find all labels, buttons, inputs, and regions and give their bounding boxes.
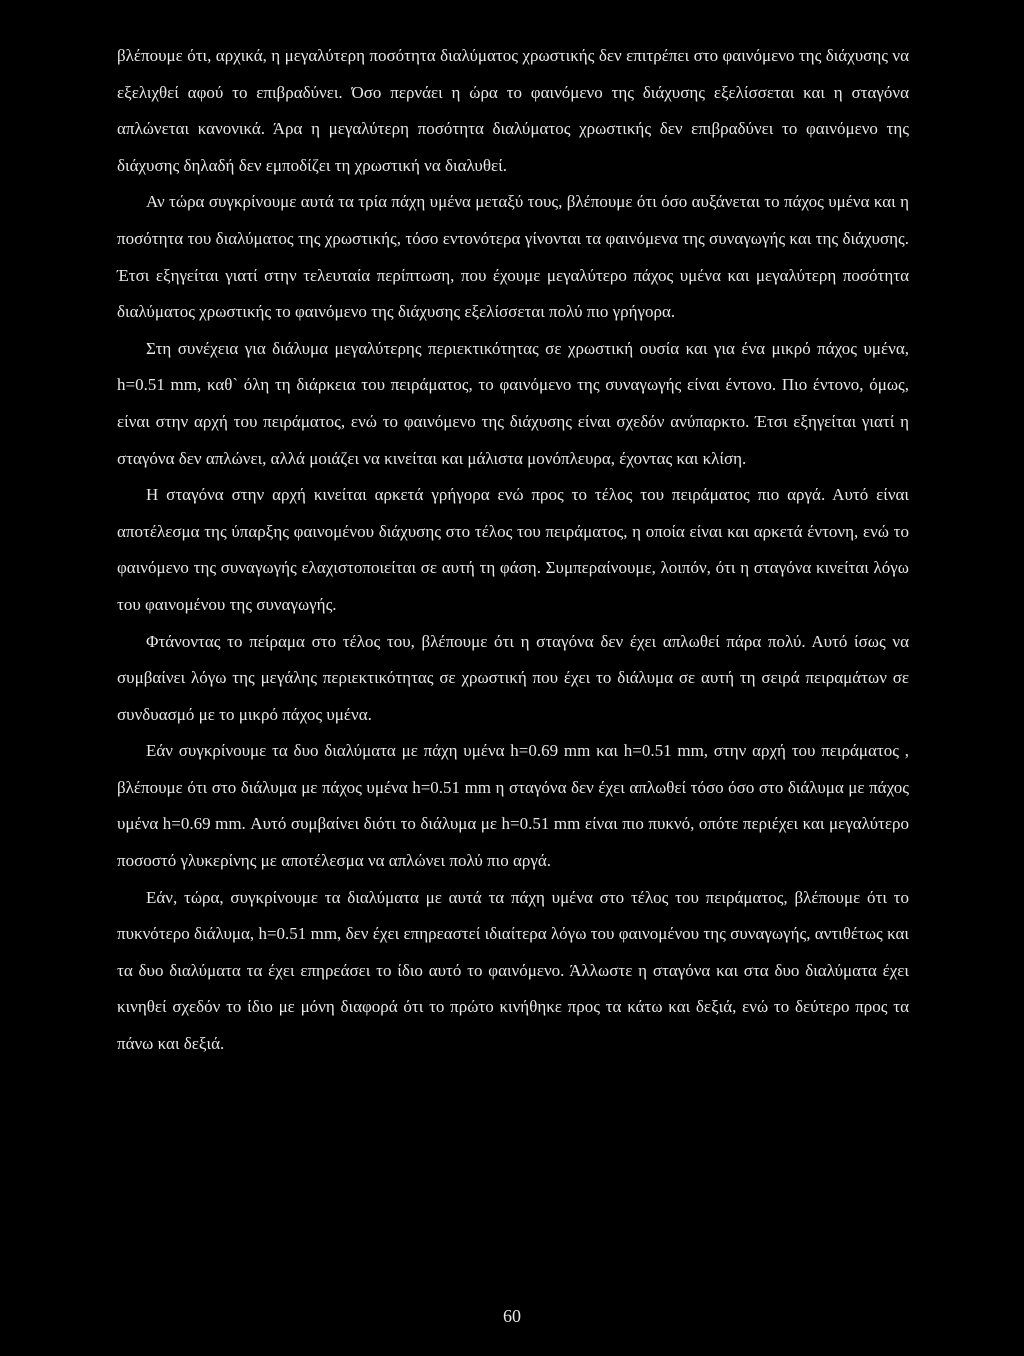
paragraph: Εάν, τώρα, συγκρίνουμε τα διαλύματα με αυτά τα πάχη υμένα στο τέλος του πειράματος, βλέπουμε ότι το πυκνότερο διάλυμα, h=0.51 mm, δεν έχει επηρεαστεί ιδιαίτερα λόγω του φαινομένου της συναγωγής, αντιθέτως και τα δυο διαλύματα τα έχει επηρεάσει το ίδιο αυτό το φαινόμενο. Άλλωστε η σταγόνα και στα δυο διαλύματα έχει κινηθεί σχεδόν το ίδιο με μόνη διαφορά ότι το πρώτο κινήθηκε προς τα κάτω και δεξιά, ενώ το δεύτερο προς τα πάνω και δεξιά. bbox=[117, 887, 909, 1054]
document-body bbox=[117, 38, 909, 1063]
paragraph-continuation: βλέπουμε ότι, αρχικά, η μεγαλύτερη ποσότητα διαλύματος χρωστικής δεν επιτρέπει στο φαινόμενο της διάχυσης να εξελιχθεί αφού το επιβραδύνει. Όσο περνάει η ώρα το φαινόμενο της διάχυσης εξελίσσεται και η σταγόνα απλώνεται κανονικά. Άρα η μεγαλύτερη ποσότητα διαλύματος χρωστικής δεν επιβραδύνει το φαινόμενο της διάχυσης δηλαδή δεν εμποδίζει τη χρωστική να διαλυθεί. bbox=[117, 46, 909, 175]
paragraph: Η σταγόνα στην αρχή κινείται αρκετά γρήγορα ενώ προς το τέλος του πειράματος πιο αργά. Αυτό είναι αποτέλεσμα της ύπαρξης φαινομένου διάχυσης στο τέλος του πειράματος, η οποία είναι και αρκετά έντονη, ενώ το φαινόμενο της συναγωγής ελαχιστοποιείται σε αυτή τη φάση. Συμπεραίνουμε, λοιπόν, ότι η σταγόνα κινείται λόγω του φαινομένου της συναγωγής. bbox=[117, 485, 909, 614]
page-number: 60 bbox=[503, 1306, 521, 1326]
paragraph: Στη συνέχεια για διάλυμα μεγαλύτερης περιεκτικότητας σε χρωστική ουσία και για ένα μικρό πάχος υμένα, h=0.51 mm, καθ` όλη τη διάρκεια του πειράματος, το φαινόμενο της συναγωγής είναι έντονο. Πιο έντονο, όμως, είναι στην αρχή του πειράματος, ενώ το φαινόμενο της διάχυσης είναι σχεδόν ανύπαρκτο. Έτσι εξηγείται γιατί η σταγόνα δεν απλώνει, αλλά μοιάζει να κινείται και μάλιστα μονόπλευρα, έχοντας και κλίση. bbox=[117, 338, 909, 468]
paragraph: Φτάνοντας το πείραμα στο τέλος του, βλέπουμε ότι η σταγόνα δεν έχει απλωθεί πάρα πολύ. Αυτό ίσως να συμβαίνει λόγω της μεγάλης περιεκτικότητας σε χρωστική που έχει το διάλυμα σε αυτή τη σειρά πειραμάτων σε συνδυασμό με το μικρό πάχος υμένα. bbox=[117, 631, 909, 724]
paragraph: Εάν συγκρίνουμε τα δυο διαλύματα με πάχη υμένα h=0.69 mm και h=0.51 mm, στην αρχή του πειράματος , βλέπουμε ότι στο διάλυμα με πάχος υμένα h=0.51 mm η σταγόνα δεν έχει απλωθεί τόσο όσο στο διάλυμα με πάχος υμένα h=0.69 mm. Αυτό συμβαίνει διότι το διάλυμα με h=0.51 mm είναι πιο πυκνό, οπότε περιέχει και μεγαλύτερο ποσοστό γλυκερίνης με αποτέλεσμα να απλώνει πολύ πιο αργά. bbox=[117, 741, 909, 871]
paragraph: Αν τώρα συγκρίνουμε αυτά τα τρία πάχη υμένα μεταξύ τους, βλέπουμε ότι όσο αυξάνεται το πάχος υμένα και η ποσότητα του διαλύματος της χρωστικής, τόσο εντονότερα γίνονται τα φαινόμενα της συναγωγής και της διάχυσης. Έτσι εξηγείται γιατί στην τελευταία περίπτωση, που έχουμε μεγαλύτερο πάχος υμένα και μεγαλύτερη ποσότητα διαλύματος χρωστικής το φαινόμενο της διάχυσης εξελίσσεται πολύ πιο γρήγορα. bbox=[117, 192, 909, 322]
